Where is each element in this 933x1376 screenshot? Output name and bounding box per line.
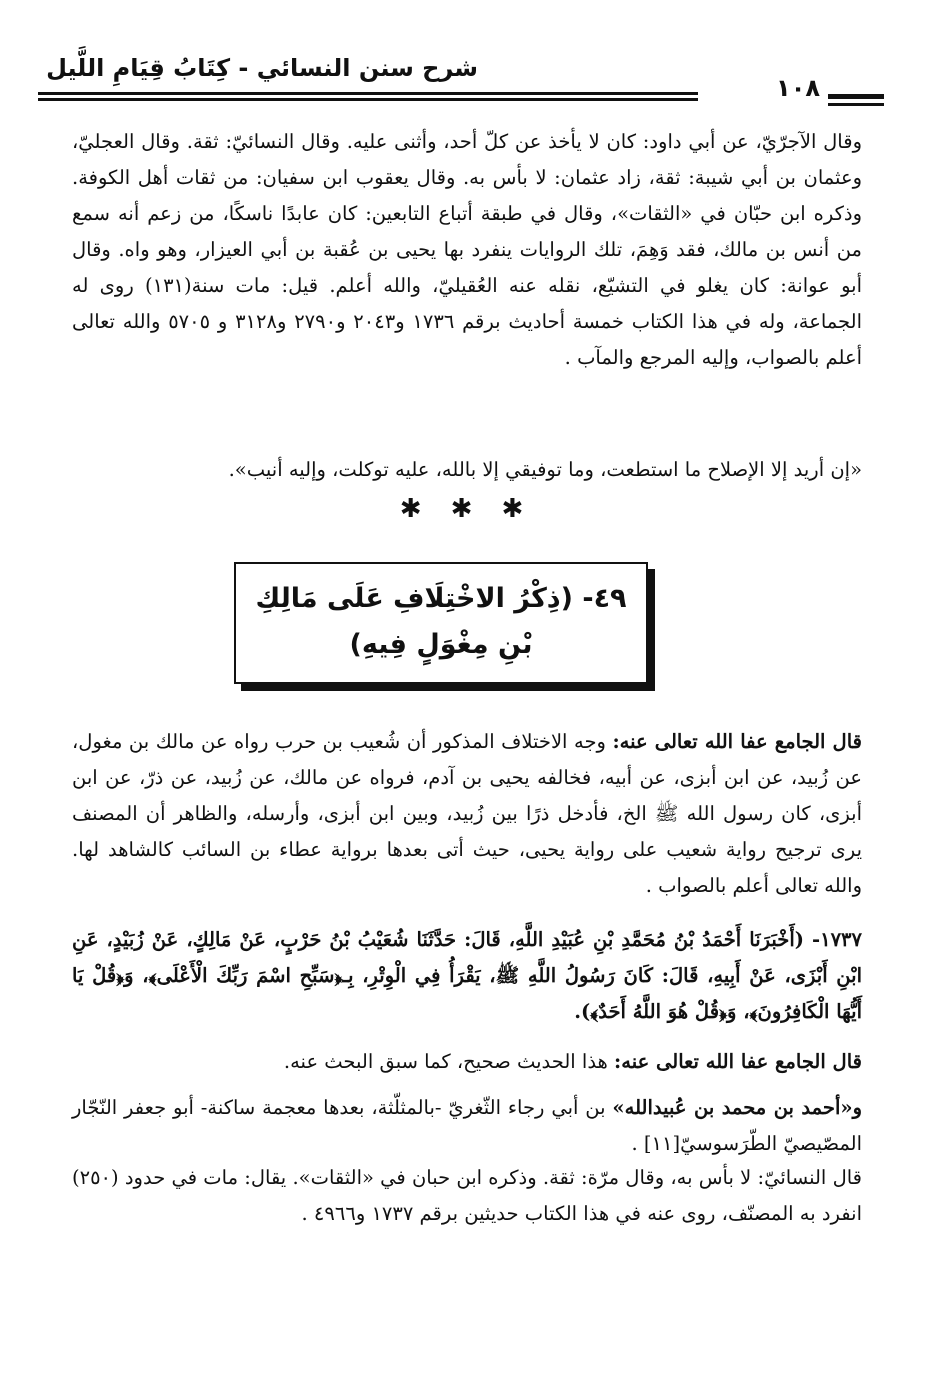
paragraph-lead: قال الجامع عفا الله تعالى عنه: xyxy=(612,730,862,753)
paragraph-text: بن أبي رجاء الثّغريّ -بالمثلّثة، بعدها معجمة ساكنة- أبو جعفر النّجّار المصّيصيّ الطّرَسوسيّ[١١] . xyxy=(72,1096,862,1155)
chapter-heading-box xyxy=(234,562,648,684)
narrator-paragraph xyxy=(72,1090,862,1162)
paragraph-text: وجه الاختلاف المذكور أن شُعيب بن حرب رواه عن مالك بن مغول، عن زُبيد، عن ابن أبزى، عن أبيه، فخالفه يحيى بن آدم، فرواه عن مالك، عن زُبيد، عن ذرّ، عن ابن أبزى، كان رسول الله ﷺ الخ، فأدخل ذرًا بين زُبيد، وبين ابن أبزى، وأرسله، والظاهر أن المصنف يرى ترجيح رواية شعيب على رواية يحيى، حيث أتى بعدها برواية عطاء بن السائب كالشاهد لها. والله تعالى أعلم بالصواب . xyxy=(72,730,862,897)
commentary-paragraph xyxy=(72,1044,862,1080)
header-rule xyxy=(38,92,698,95)
page-header xyxy=(38,48,898,108)
running-title: شرح سنن النسائي - كِتَابُ قِيَامِ اللَّيل xyxy=(46,54,478,82)
commentary-paragraph xyxy=(72,724,862,904)
page-number: ١٠٨ xyxy=(768,70,828,106)
quran-quote: «إن أريد إلا الإصلاح ما استطعت، وما توفيقي إلا بالله، عليه توكلت، وإليه أنيب». xyxy=(228,458,862,481)
commentary-paragraph: قال النسائيّ: لا بأس به، وقال مرّة: ثقة. وذكره ابن حبان في «الثقات». يقال: مات في حدود (٢٥٠) انفرد به المصنّف، روى عنه في هذا الكتاب حديثين برقم ١٧٣٧ و٤٩٦٦ . xyxy=(72,1166,862,1225)
commentary-paragraph: وقال الآجرّيّ، عن أبي داود: كان لا يأخذ عن كلّ أحد، وأثنى عليه. وقال النسائيّ: ثقة. وقال العجليّ، وعثمان بن أبي شيبة: ثقة، زاد عثمان: لا بأس به. وقال يعقوب ابن سفيان: من ثقات أهل الكوفة. وذكره ابن حبّان في «الثقات»، وقال في طبقة أتباع التابعين: كان عابدًا ناسكًا، من زعم أنه سمع من أنس بن مالك، فقد وَهِمَ، تلك الروايات ينفرد بها يحيى بن عُقبة بن أبي العيزار، وهو واه. وقال أبو عوانة: كان يغلو في التشيّع، نقله عنه العُقيليّ، والله أعلم. قيل: مات سنة(١٣١) روى له الجماعة، وله في هذا الكتاب خمسة أحاديث برقم ١٧٣٦ و٢٠٤٣ و٢٧٩٠ و٣١٢٨ و ٥٧٠٥ والله تعالى أعلم بالصواب، وإليه المرجع والمآب . xyxy=(72,130,862,369)
section-separator: ✱ ✱ ✱ xyxy=(399,494,534,524)
hadith-text: ١٧٣٧- (أَخْبَرَنَا أَحْمَدُ بْنُ مُحَمَّدِ بْنِ عُبَيْدِ اللَّهِ، قَالَ: حَدَّثَنَا شُعَيْبُ بْنُ حَرْبٍ، عَنْ مَالِكٍ، عَنْ زُبَيْدٍ، عَنِ ابْنِ أَبْزَى، عَنْ أَبِيهِ، قَالَ: كَانَ رَسُولُ اللَّهِ ﷺ، يَقْرَأُ فِي الْوِتْرِ، بِـ﴿سَبِّحِ اسْمَ رَبِّكَ الْأَعْلَى﴾، وَ﴿قُلْ يَا أَيُّهَا الْكَافِرُونَ﴾، وَ﴿قُلْ هُوَ اللَّهُ أَحَدٌ﴾). xyxy=(72,928,862,1023)
narrator-name: و«أحمد بن محمد بن عُبيدالله» xyxy=(612,1096,863,1119)
paragraph-lead: قال الجامع عفا الله تعالى عنه: xyxy=(614,1050,862,1073)
header-rule xyxy=(38,98,698,101)
chapter-title: ٤٩- (ذِكْرُ الاخْتِلَافِ عَلَى مَالِكِ بْنِ مِغْوَلٍ فِيهِ) xyxy=(255,583,627,660)
paragraph-text: هذا الحديث صحيح، كما سبق البحث عنه. xyxy=(283,1050,615,1073)
